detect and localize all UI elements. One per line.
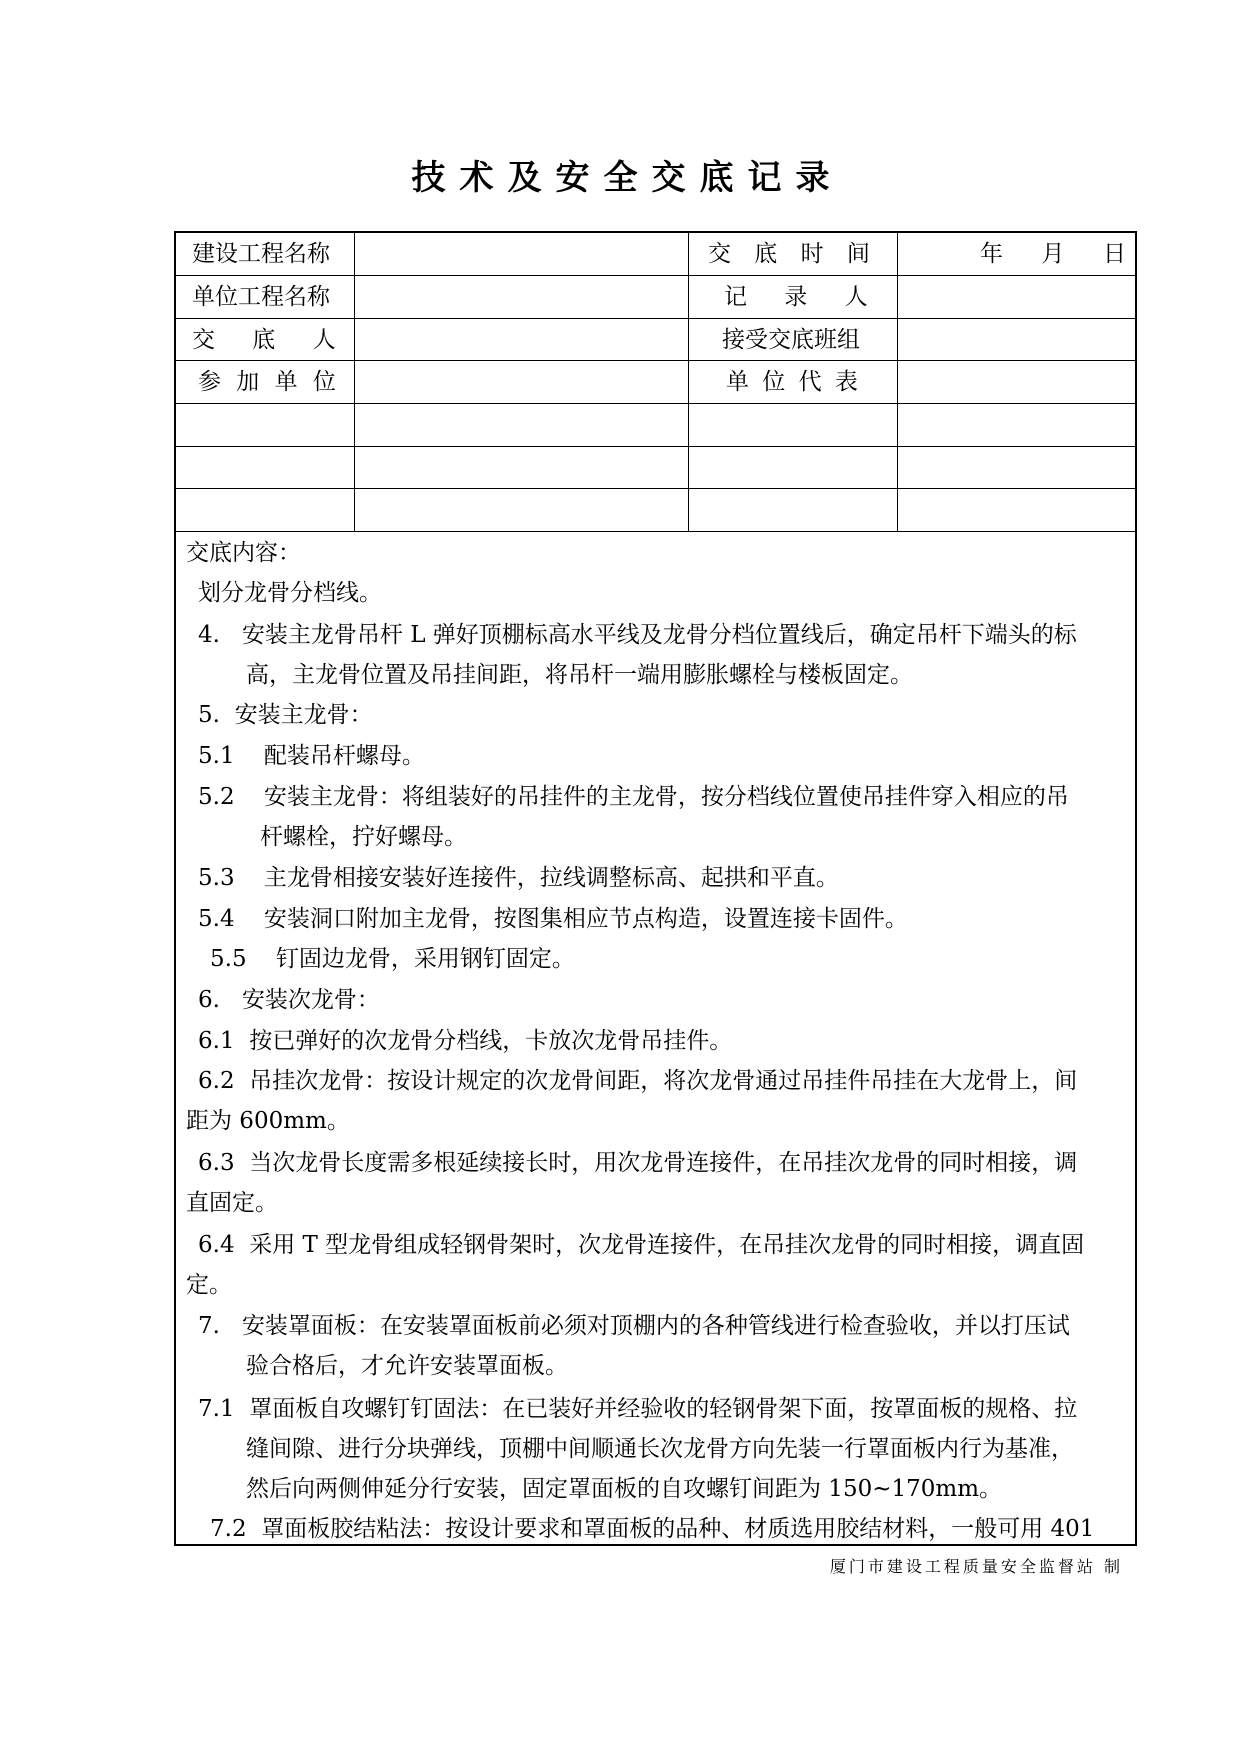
year-label: 年 [980,241,1003,267]
representative-label: 单 位 代 表 [726,369,858,395]
grid-line [897,233,898,531]
content-line: 直固定。 [186,1190,278,1216]
content-line: 然后向两侧伸延分行安装，固定罩面板的自攻螺钉间距为 150~170mm。 [246,1476,1003,1502]
content-line: 高，主龙骨位置及吊挂间距，将吊杆一端用膨胀螺栓与楼板固定。 [246,662,913,688]
project-name-label: 建设工程名称 [192,241,330,267]
grid-line [176,446,1135,447]
grid-line [688,233,689,531]
content-line: 5.5 钉固边龙骨，采用钢钉固定。 [210,946,575,972]
unit-project-label: 单位工程名称 [192,284,330,310]
content-line: 5.2 安装主龙骨：将组装好的吊挂件的主龙骨，按分档线位置使吊挂件穿入相应的吊 [198,784,1069,810]
content-line: 5.1 配装吊杆螺母。 [198,743,425,769]
content-line: 6.4 采用 T 型龙骨组成轻钢骨架时，次龙骨连接件，在吊挂次龙骨的同时相接，调直固 [198,1232,1085,1258]
grid-line [176,403,1135,404]
content-line: 6. 安装次龙骨： [198,987,380,1013]
date-field [980,233,1126,275]
grid-line [354,233,355,531]
presenter-label: 交 底 人 [192,327,336,353]
team-label: 接受交底班组 [722,327,860,353]
content-line: 5.3 主龙骨相接安装好连接件，拉线调整标高、起拱和平直。 [198,865,839,891]
issuer-footer: 厦门市建设工程质量安全监督站 制 [829,1557,1123,1576]
content-line: 6.1 按已弹好的次龙骨分档线，卡放次龙骨吊挂件。 [198,1028,733,1054]
content-line: 杆螺栓，拧好螺母。 [260,824,467,850]
content-line: 验合格后，才允许安装罩面板。 [246,1353,568,1379]
month-label: 月 [1041,241,1065,267]
grid-line [176,488,1135,489]
content-heading: 交底内容： [186,540,301,566]
content-line: 7.2 罩面板胶结粘法：按设计要求和罩面板的品种、材质选用胶结材料，一般可用 401 [210,1516,1095,1542]
content-line: 缝间隙、进行分块弹线，顶棚中间顺通长次龙骨方向先装一行罩面板内行为基准， [246,1436,1074,1462]
content-line: 7.1 罩面板自攻螺钉钉固法：在已装好并经验收的轻钢骨架下面，按罩面板的规格、拉 [198,1396,1078,1422]
record-form [174,231,1137,1546]
participants-label: 参 加 单 位 [198,369,336,395]
content-line: 5.4 安装洞口附加主龙骨，按图集相应节点构造，设置连接卡固件。 [198,906,908,932]
time-label: 交 底 时 间 [708,241,870,267]
day-label: 日 [1103,241,1126,267]
content-line: 7. 安装罩面板：在安装罩面板前必须对顶棚内的各种管线进行检查验收，并以打压试 [198,1313,1070,1339]
grid-line [176,531,1135,532]
content-line: 5. 安装主龙骨： [198,702,373,728]
content-line: 4. 安装主龙骨吊杆 L 弹好顶棚标高水平线及龙骨分档位置线后，确定吊杆下端头的标 [198,622,1077,648]
content-line: 6.3 当次龙骨长度需多根延续接长时，用次龙骨连接件，在吊挂次龙骨的同时相接，调 [198,1150,1078,1176]
content-line: 划分龙骨分档线。 [198,580,382,606]
page-title: 技术及安全交底记录 [411,158,844,198]
content-line: 6.2 吊挂次龙骨：按设计规定的次龙骨间距，将次龙骨通过吊挂件吊挂在大龙骨上，间 [198,1068,1078,1094]
content-line: 距为 600mm。 [186,1108,350,1134]
recorder-label: 记 录 人 [724,284,868,310]
content-line: 定。 [186,1272,232,1298]
